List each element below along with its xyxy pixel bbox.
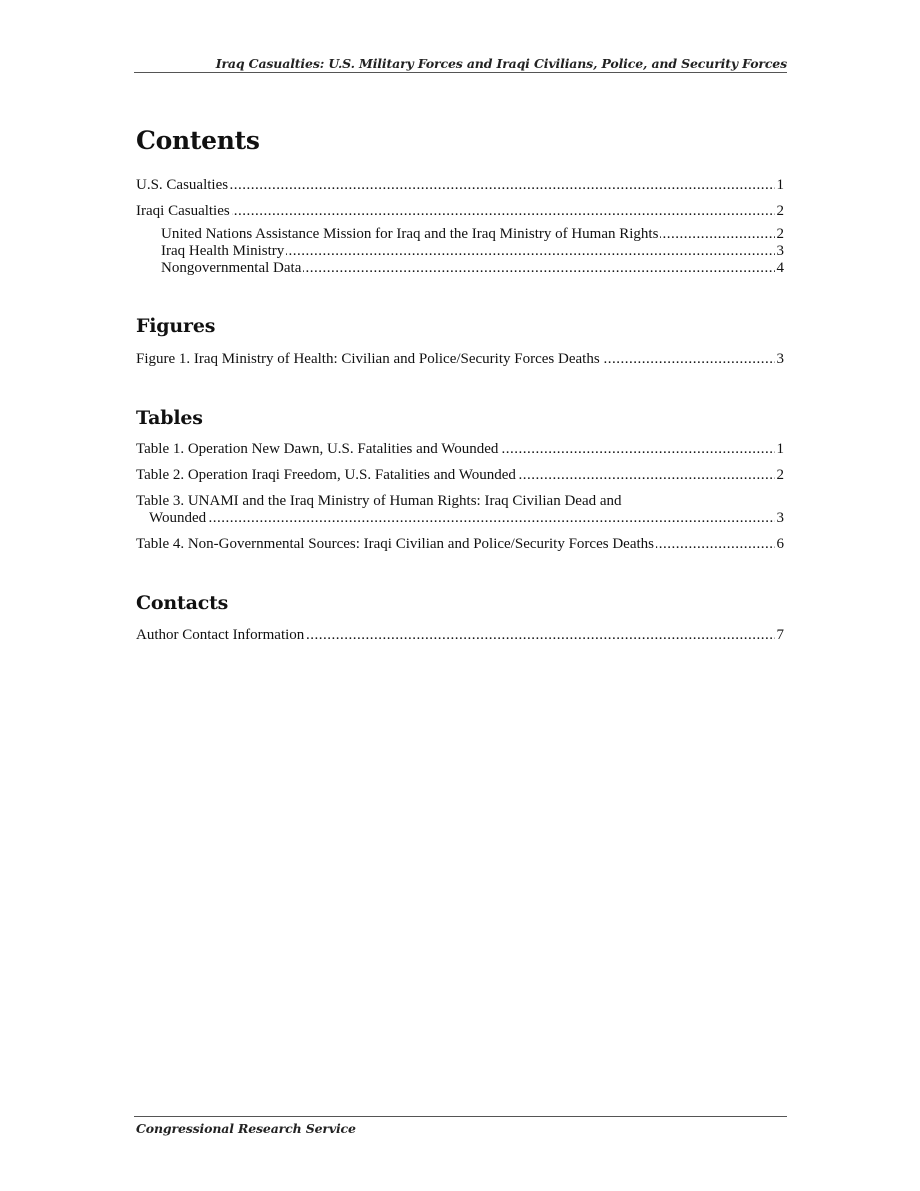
toc-entry-title: Table 2. Operation Iraqi Freedom, U.S. Fatalities and Wounded — [136, 467, 516, 483]
toc-entry-page: 3 — [776, 351, 784, 367]
toc-entry-table-4[interactable] — [136, 536, 784, 553]
toc-entry-page: 4 — [776, 260, 784, 276]
toc-entry-title: U.S. Casualties — [136, 177, 229, 193]
toc-entry-page: 7 — [776, 627, 784, 643]
toc-entry-author-contact[interactable] — [136, 627, 784, 644]
table-of-contents — [136, 124, 784, 644]
running-header: Iraq Casualties: U.S. Military Forces and Iraqi Civilians, Police, and Security Forces — [215, 56, 787, 71]
contacts-heading: Contacts — [136, 592, 229, 614]
toc-entry-title: Table 3. UNAMI and the Iraq Ministry of Human Rights: Iraq Civilian Dead and — [136, 493, 622, 509]
toc-entry-iraqi-casualties[interactable] — [136, 203, 784, 220]
toc-entry-page: 2 — [776, 226, 784, 242]
toc-entry-title: Figure 1. Iraq Ministry of Health: Civilian and Police/Security Forces Deaths — [136, 351, 600, 367]
toc-entry-page: 3 — [776, 243, 784, 259]
toc-entry-title: Iraqi Casualties — [136, 203, 230, 219]
toc-entry-figure-1[interactable] — [136, 351, 784, 368]
toc-entry-us-casualties[interactable] — [136, 177, 784, 194]
running-footer: Congressional Research Service — [136, 1121, 356, 1136]
toc-entry-page: 3 — [776, 510, 784, 526]
toc-entry-title: Nongovernmental Data — [161, 260, 302, 276]
toc-entry-page: 6 — [776, 536, 784, 552]
toc-entry-page: 1 — [776, 177, 784, 193]
toc-entry-table-2[interactable] — [136, 467, 784, 484]
toc-entry-title: Table 1. Operation New Dawn, U.S. Fatalities and Wounded — [136, 441, 499, 457]
contents-heading: Contents — [136, 126, 260, 155]
toc-entry-title: United Nations Assistance Mission for Iraq and the Iraq Ministry of Human Rights — [161, 226, 659, 242]
toc-entry-table-3[interactable] — [136, 493, 784, 527]
header-rule — [134, 72, 787, 73]
toc-entry-title: Iraq Health Ministry — [161, 243, 285, 259]
toc-entry-page: 2 — [776, 203, 784, 219]
toc-entry-page: 1 — [776, 441, 784, 457]
toc-entry-nongovernmental-data[interactable] — [136, 260, 784, 277]
toc-entry-title: Table 4. Non-Governmental Sources: Iraqi Civilian and Police/Security Forces Deaths — [136, 536, 654, 552]
tables-heading: Tables — [136, 407, 203, 429]
toc-entry-unami[interactable] — [136, 226, 784, 243]
toc-entry-title-continued: Wounded — [149, 510, 207, 526]
toc-entry-iraq-health-ministry[interactable] — [136, 243, 784, 260]
figures-heading: Figures — [136, 315, 216, 337]
toc-entry-title: Author Contact Information — [136, 627, 305, 643]
toc-entry-table-1[interactable] — [136, 441, 784, 458]
toc-entry-page: 2 — [776, 467, 784, 483]
footer-rule — [134, 1116, 787, 1117]
